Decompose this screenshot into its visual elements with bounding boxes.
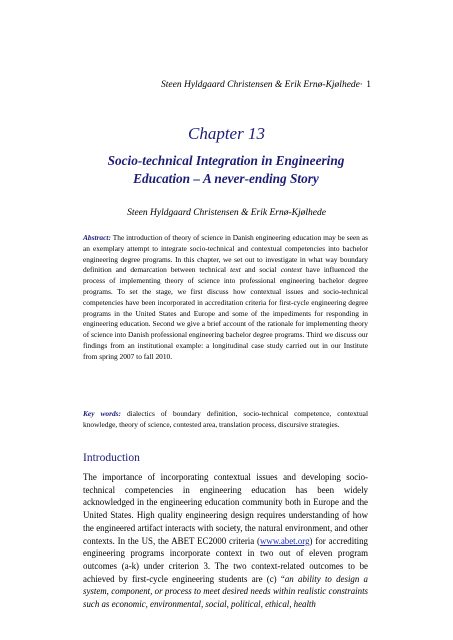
paper-title: Socio-technical Integration in Engineering Education – A never-ending Story xyxy=(107,153,345,186)
abstract-label: Abstract: xyxy=(83,233,111,242)
abstract-text-1: The introduction of theory of science in Danish engineering education may be seen as an exemplary attempt to integrate socio-technical and contextual competencies into bachelor engineering degree programs. In this chapter, we set out to investigate in what way boundary definition and demarcation between technical xyxy=(83,233,368,275)
keywords-label: Key words: xyxy=(83,409,121,418)
abet-link[interactable]: www.abet.org xyxy=(260,535,310,546)
abstract-em-text: text xyxy=(230,265,241,275)
abstract-em-context: context xyxy=(280,265,302,275)
keywords-text: dialectics of boundary definition, socio-technical competence, contextual knowledge, theory of science, contested area, translation process, discursive strategies. xyxy=(83,409,368,429)
running-head-authors: Steen Hyldgaard Christensen & Erik Ernø-Kjølhede· xyxy=(161,80,363,90)
running-head xyxy=(161,80,371,90)
section-heading-introduction: Introduction xyxy=(83,452,140,464)
abstract xyxy=(83,233,368,363)
intro-quote: an ability to design a system, component, or process to meet desired needs within realistic constraints such as economic, environmental, social, political, ethical, health xyxy=(83,573,368,610)
abstract-text-2: and social xyxy=(240,265,281,275)
keywords xyxy=(83,409,368,431)
chapter-title: Chapter 13 xyxy=(188,124,265,143)
introduction-paragraph xyxy=(83,471,368,611)
intro-text-2: ) for accrediting engineering programs incorporate context in two out of eleven program outcomes (a-k) under criterion 3. The two context-related outcomes to be achieved by first-cycle engineering students are (c) “ xyxy=(83,535,368,584)
abstract-text-3: have influenced the process of implementing theory of science into professional engineering bachelor degree programs. To set the stage, we first discuss how contextual issues and socio-technical competencies have been incorporated in accreditation criteria for first-cycle engineering degree programs in the United States and Europe and some of the impediments for responding in engineering education. Second we give a brief account of the rationale for implementing theory of science into Danish professional engineering bachelor degree programs. Third we discuss our findings from an institutional example: a longitudinal case study carried out in our Institute from spring 2007 to fall 2010. xyxy=(83,265,369,361)
authors: Steen Hyldgaard Christensen & Erik Ernø-Kjølhede xyxy=(127,208,326,218)
page-number: 1 xyxy=(366,80,371,90)
intro-text-1: The importance of incorporating contextual issues and developing socio-technical competencies in engineering education has been widely acknowledged in the engineering education community both in Europe and the United States. High quality engineering design requires understanding of how the engineered artifact interacts with society, the natural environment, and other contexts. In the US, the ABET EC2000 criteria ( xyxy=(83,472,368,546)
